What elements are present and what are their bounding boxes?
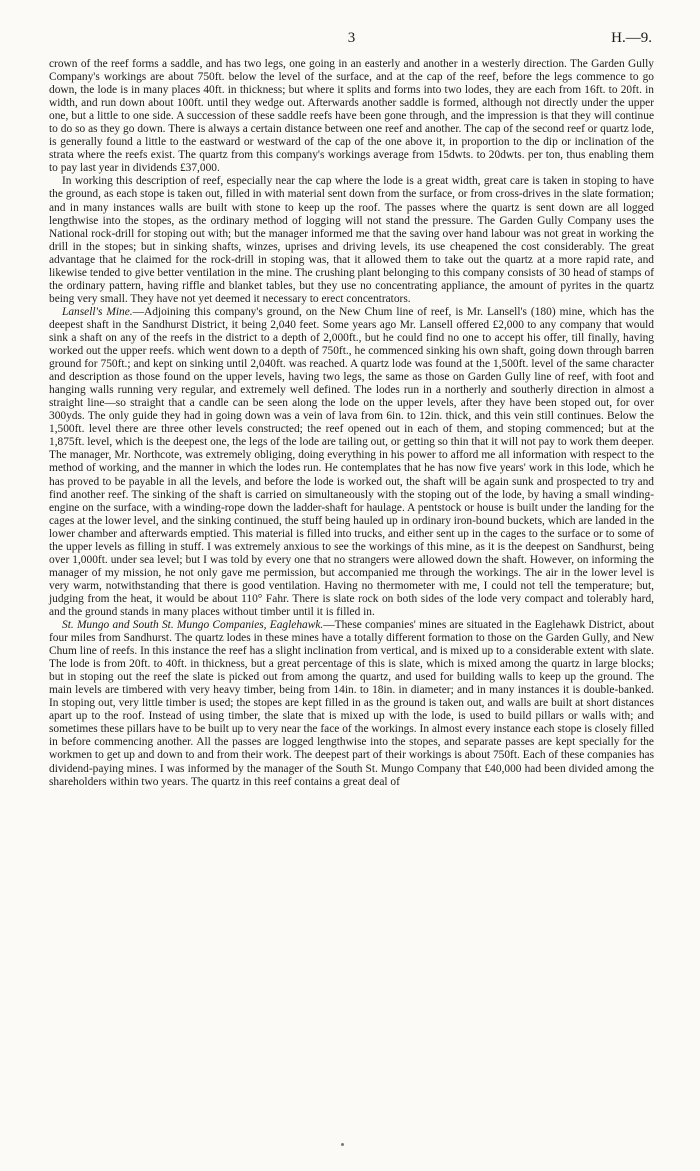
paragraph-saddle-reefs	[49, 58, 654, 175]
section-heading: Lansell's Mine.	[62, 305, 133, 318]
paragraph-text: —These companies' mines are situated in the Eaglehawk District, about four miles from Sandhurst. The quartz lodes in these mines have a totally different formation to those on the Garden Gully, and New Chum line of reefs. In this instance the reef has a slight inclination from vertical, and is mixed up to a considerable extent with slate. The lode is from 20ft. to 40ft. in thickness, but a great percentage of this is slate, which is mixed among the quartz in large blocks; but in stoping out the reef the slate is picked out from among the quartz, and used for building walls to keep up the ground. The main levels are timbered with very heavy timber, being from 14in. to 18in. in diameter; and in many instances it is double-banked. In stoping out, very little timber is used; the stopes are kept filled in as the ground is taken out, and walls are built at short distances apart up to the roof. Instead of using timber, the slate that is mixed up with the lode, is used to build pillars or walls with; and sometimes these pillars have to be built up to very near the face of the workings. In almost every instance each stope is closely filled in before commencing another. All the passes are logged lengthwise into the stopes, and separate passes are kept specially for the workmen to get up and down to and from their work. The deepest part of their workings is about 750ft. Each of these companies has dividend-paying mines. I was informed by the manager of the South St. Mungo Company that £40,000 had been divided among the shareholders within two years. The quartz in this reef contains a great deal of	[49, 619, 654, 788]
section-heading: St. Mungo and South St. Mungo Companies, Eaglehawk.	[62, 619, 324, 632]
body-text	[49, 58, 654, 789]
paragraph-text: crown of the reef forms a saddle, and has two legs, one going in an easterly and another in a westerly direction. The Garden Gully Company's workings are about 750ft. below the level of the surface, and at the cap of the reef, before the legs commence to go down, the lode is in many places 40ft. in thickness; but where it splits and forms into two lodes, they are each from 16ft. to 20ft. in width, and run down about 100ft. until they wedge out. Afterwards another saddle is formed, although not directly under the upper one, but a little to one side. A succession of these saddle reefs have been gone through, and the impression is that they will continue to do so as they go down. There is always a certain distance between one reef and another. The cap of the second reef or quartz lode, is generally found a little to the eastward or westward of the cap of the one above it, in proportion to the dip or inclination of the strata where the reefs exist. The quartz from this company's workings average from 15dwts. to 20dwts. per ton, thus enabling them to pay last year in dividends £37,000.	[49, 58, 654, 175]
paragraph-text: —Adjoining this company's ground, on the New Chum line of reef, is Mr. Lansell's (180) mine, which has the deepest shaft in the Sandhurst District, it being 2,040 feet. Some years ago Mr. Lansell offered £2,000 to any company that would sink a shaft on any of the reefs in the district to a depth of 2,000ft., but he could find no one to accept his offer, till finally, having worked out the upper reefs. which went down to a depth of 750ft., he commenced sinking his own shaft, going down through barren ground for 750ft.; and kept on sinking until 2,040ft. was reached. A quartz lode was found at the 1,500ft. level of the same character and description as those found on the upper levels, having two legs, the same as those on Garden Gully line of reef, with foot and hanging walls running very regular, and extremely well defined. The lodes run in a northerly and southerly direction in almost a straight line—so straight that a candle can be seen along the lode on the upper levels, after they have been stoped out, for over 300yds. The only guide they had in going down was a vein of lava from 6in. to 12in. thick, and this vein still continues. Below the 1,500ft. level there are three other levels constructed; the reef opened out in each of them, and stoping commenced; but at the 1,875ft. level, which is the deepest one, the legs of the lode are tailing out, or getting so thin that it will not pay to work them deeper. The manager, Mr. Northcote, was extremely obliging, doing everything in his power to afford me all information with respect to the method of working, and the manner in which the lodes run. He contemplates that he has now five years' work in this lode, which he has proved to be payable in all the levels, and before the lode is worked out, the shaft will be again sunk and prospected to try and find another reef. The sinking of the shaft is carried on simultaneously with the stoping out of the lode, by having a small winding-engine on the surface, with a winding-rope down the ladder-shaft for haulage. A pentstock or house is built under the landing for the cages at the lower level, and the sinking continued, the stuff being hauled up in ordinary iron-bound buckets, which are landed in the lower chamber and afterwards emptied. This material is filled into trucks, and either sent up in the cages to the surface or to some of the upper levels as filling in stuff. I was extremely anxious to see the workings of this mine, as it is the deepest on Sandhurst, being over 1,000ft. under sea level; but I was told by every one that no strangers were allowed down the shaft. However, on informing the manager of my mission, he not only gave me permission, but accompanied me through the workings. The air in the lower level is very warm, notwithstanding that there is good ventilation. Having no thermometer with me, I could not tell the temperature; but, judging from the heat, it would be about 110° Fahr. There is slate rock on both sides of the lode very compact and tolerably hard, and the ground stands in many places without timber until it is filled in.	[49, 305, 654, 618]
document-reference: H.—9.	[611, 30, 652, 46]
paragraph-stoping-methods	[49, 175, 654, 305]
page-header	[49, 30, 654, 50]
footer-mark	[341, 1143, 344, 1146]
page-number: 3	[347, 30, 356, 46]
paragraph-text: In working this description of reef, especially near the cap where the lode is a great width, great care is taken in stoping to have the ground, as each stope is taken out, filled in with material sent down from the surface, or from cross-drives in the slate formation; and in many instances walls are built with stone to keep up the roof. The passes where the quartz is sent down are all logged lengthwise into the stopes, as the ordinary method of logging will not stand the pressure. The Garden Gully Company uses the National rock-drill for stoping out with; but the manager informed me that the saving over hand labour was not great in working the drill in the stopes; but in sinking shafts, winzes, uprises and driving levels, its use cheapened the cost considerably. The great advantage that he claimed for the rock-drill in stoping was, that it allowed them to take out the quartz at a more rapid rate, and likewise tended to give better ventilation in the mine. The crushing plant belonging to this company consists of 30 head of stamps of the ordinary pattern, having riffle and blanket tables, but they use no concentrating appliance, the amount of pyrites in the quartz being very small. They have not yet deemed it necessary to erect concentrators.	[49, 175, 654, 305]
paragraph-lansells-mine	[49, 306, 654, 619]
paragraph-st-mungo	[49, 619, 654, 789]
